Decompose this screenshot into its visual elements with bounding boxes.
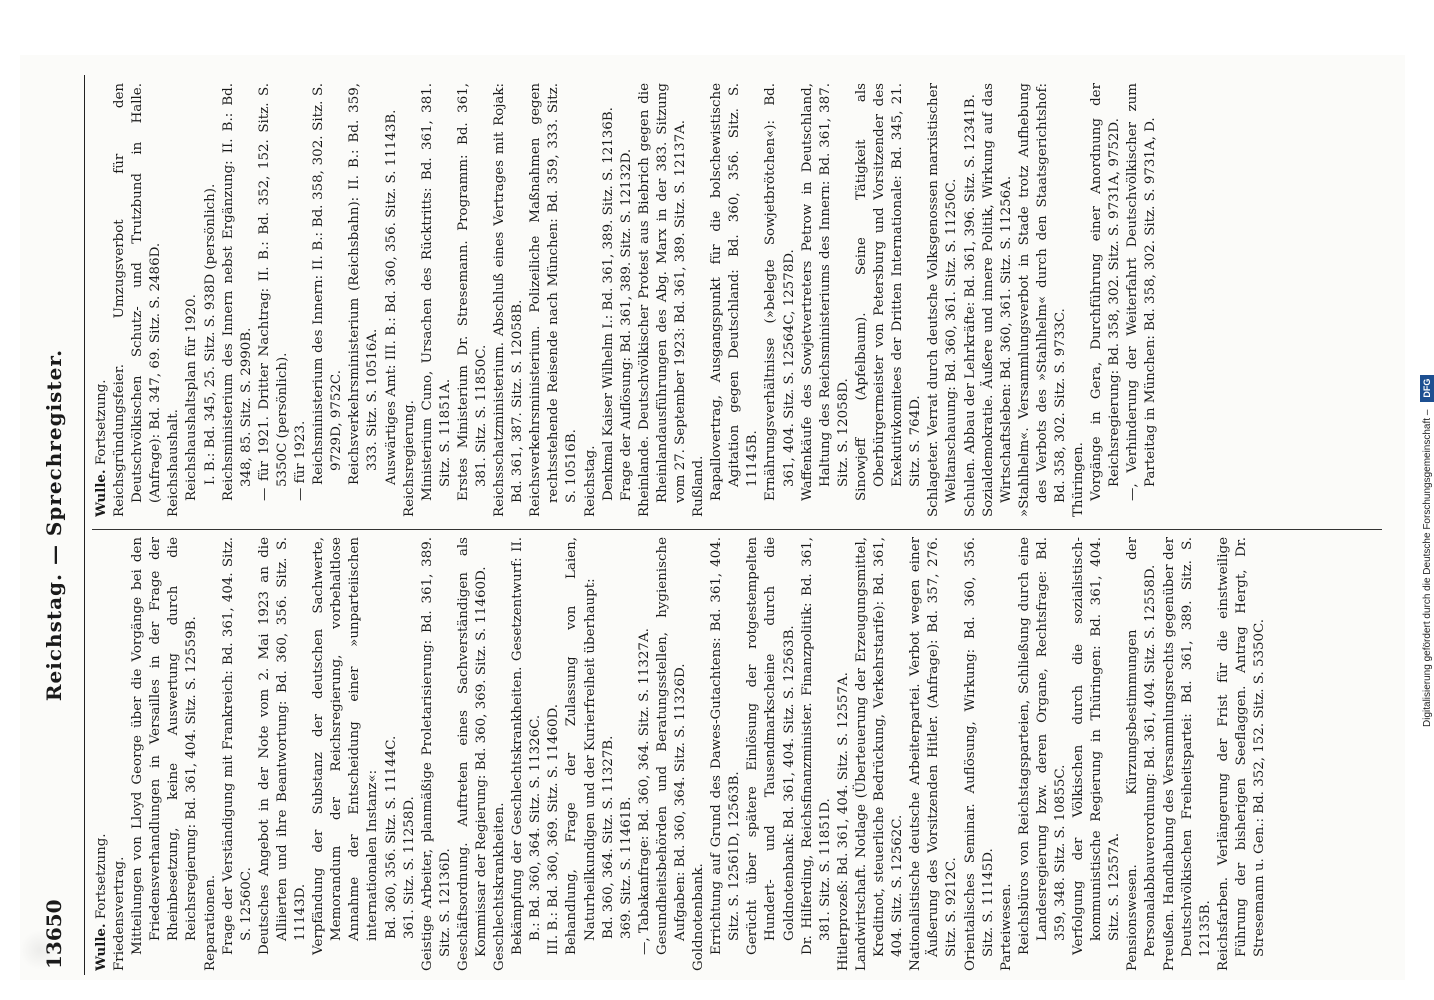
register-entry <box>1161 537 1215 971</box>
register-entry <box>636 83 690 517</box>
entry-speaker-name: Wulle. <box>93 923 109 971</box>
entry-text: Frage der Auflösung: Bd. 361, 389. Sitz. S. 12132D. <box>618 148 634 501</box>
register-entry <box>401 537 419 971</box>
entry-text: Auswärtiges Amt: III. B.: Bd. 360, 356. Sitz. S. 11143B. <box>383 109 399 485</box>
entry-text: Reichshaushalt. <box>166 409 182 517</box>
register-entry <box>1016 537 1070 971</box>
register-entry <box>1070 537 1124 971</box>
register-entry <box>636 537 654 971</box>
register-entry <box>835 537 853 971</box>
register-entry <box>401 83 419 517</box>
entry-text: Vorgänge in Gera, Durchführung einer Anordnung der Reichsregierung: Bd. 358, 302. Sitz. S. 9731A, 9752D. <box>1089 83 1123 501</box>
entry-speaker-name: Wulle. <box>93 469 109 517</box>
entry-text: Geschäftsordnung. Auftreten eines Sachverständigen als Kommissar der Regierung: Bd. 360, 369. Sitz. S. 11460D. <box>455 537 489 971</box>
entry-text: Bd. 360, 364. Sitz. S. 11327B. <box>600 735 616 939</box>
column-divider <box>92 529 1382 530</box>
register-entry <box>563 537 599 971</box>
entry-text: Ministerium Cuno, Ursachen des Rücktritts: Bd. 361, 381. Sitz. S. 11851A. <box>419 83 453 501</box>
entry-text: Reparationen. <box>202 874 218 971</box>
register-entry <box>1088 83 1124 517</box>
entry-text: Waffenkäufe des Sowjetvertreters Petrow in Deutschland, Haltung des Reichsministeriums des Innern: Bd. 361, 387. Sitz. S. 12058D. <box>799 83 851 501</box>
register-entry <box>1124 537 1160 971</box>
entry-text: 369. Sitz. S. 11461B. <box>618 796 634 939</box>
register-entry <box>202 83 220 517</box>
register-entry <box>1016 83 1070 517</box>
entry-text: Goldnotenbank. <box>691 863 707 971</box>
entry-text: Erstes Ministerium Dr. Stresemann. Programm: Bd. 361, 381. Sitz. S. 11850C. <box>455 83 489 501</box>
register-entry <box>111 83 165 517</box>
register-entry <box>92 537 111 971</box>
entry-text: Rheinlande. Deutschvölkischer Protest aus Biebrich gegen die Rheinlandausführungen des Abg. Marx in der 383. Sitzung vom 27. September 1923: Bd. 361, 389. Sitz. S. 12137A. <box>636 83 688 517</box>
entry-text: Thüringen. <box>1071 442 1087 517</box>
entry-text: Orientalisches Seminar. Auflösung, Wirkung: Bd. 360, 356. Sitz. S. 11145D. <box>962 537 996 971</box>
entry-text: Schulen. Abbau der Lehrkräfte: Bd. 361, 396. Sitz. S. 12341B. <box>962 94 978 517</box>
entry-text: Sozialdemokratie. Äußere und innere Politik, Wirkung auf das Wirtschaftsleben: Bd. 360, 361. Sitz. S. 11256A. <box>980 83 1014 517</box>
register-entry <box>907 537 961 971</box>
register-entry <box>202 537 220 971</box>
entry-text: Verfolgung der Völkischen durch die sozialistisch-kommunistische Regierung in Thüringen: Bd. 361, 404. Sitz. S. 12557A. <box>1071 537 1123 955</box>
entry-text: Reichsregierung. <box>401 400 417 517</box>
entry-text: — für 1921. Dritter Nachtrag: II. B.: Bd. 352, 152. Sitz. S. 5350C (persönlich). <box>256 83 290 501</box>
register-entry <box>600 83 618 517</box>
register-entry <box>220 83 256 517</box>
entry-text: Dr. Hilferding, Reichsfinanzminister. Finanzpolitik: Bd. 361, 381. Sitz. S. 11851D. <box>799 537 833 955</box>
right-column <box>92 83 1382 517</box>
register-entry <box>383 537 401 971</box>
register-entry <box>962 537 998 971</box>
register-entry <box>962 83 980 517</box>
rotated-page-content <box>30 75 1390 975</box>
entry-text: Gerücht über spätere Einlösung der rotgestempelten Hundert- und Tausendmarkscheine durch die Goldnotenbank: Bd. 361, 404. Sitz. S. 12563B. <box>745 537 797 955</box>
register-entry <box>618 537 636 971</box>
entry-text: Schlageter. Verrat durch deutsche Volksgenossen marxistischer Weltanschauung: Bd. 360, 361. Sitz. S. 11250C. <box>926 83 960 517</box>
register-entry <box>690 537 708 971</box>
register-entry <box>165 83 183 517</box>
entry-text: Fortsetzung. <box>94 379 109 470</box>
entry-text: Mitteilungen von Lloyd George über die Vorgänge bei den Friedensverhandlungen in Versailles in der Frage der Rheinbesetzung, keine Auswertung durch die Reichsregierung: Bd. 361, 404. Sitz. S. 12559B. <box>130 537 200 955</box>
running-head: Reichstag. — Sprechregister. <box>42 348 66 702</box>
register-entry <box>980 83 1016 517</box>
register-entry <box>509 537 545 971</box>
entry-text: Reichsverkehrsministerium. Polizeiliche Maßnahmen gegen rechtsstehende Reisende nach München: Bd. 359, 333. Sitz. S. 10516B. <box>528 83 580 517</box>
entry-text: III. B.: Bd. 360, 369. Sitz. S. 11460D. <box>546 703 562 955</box>
entry-text: Friedensvertrag. <box>112 856 128 971</box>
register-entry <box>491 83 527 517</box>
entry-text: Sinowjeff (Apfelbaum). Seine Tätigkeit als Oberbürgermeister von Petersburg und Vorsitzender des Exekutivkomitees der Dritten Internationale: Bd. 345, 21. Sitz. S. 764D. <box>853 83 924 501</box>
entry-text: Reichsfarben. Verlängerung der Frist für die einstweilige Führung der bisherigen Seeflaggen. Antrag Hergt, Dr. Stresemann u. Gen.: Bd. 352, 152. Sitz. S. 5350C. <box>1215 537 1267 971</box>
register-entry <box>92 83 111 517</box>
entry-text: Geschlechtskrankheiten. <box>492 802 508 971</box>
digitization-credit <box>1419 2 1434 997</box>
entry-text: Reichstag. <box>582 445 598 517</box>
entry-text: Rußland. <box>691 455 707 517</box>
credit-text: Digitalisierung gefördert durch die Deutsche Forschungsgemeinschaft – <box>1421 409 1433 727</box>
entry-text: Pensionswesen. Kürzungsbestimmungen der Personalabbauverordnung: Bd. 361, 404. Sitz. S. 12558D. <box>1125 537 1159 971</box>
register-entry <box>491 537 509 971</box>
entry-text: Reichsgründungsfeier. Umzugsverbot für den Deutschvölkischen Schutz- und Trutzbund in Halle. (Anfrage): Bd. 347, 69. Sitz. S. 2486D. <box>112 83 164 517</box>
entry-text: Reichshaushaltsplan für 1920. <box>184 294 200 501</box>
register-entry <box>925 83 961 517</box>
entry-text: Rapallovertrag, Ausgangspunkt für die bolschewistische Agitation gegen Deutschland: Bd. 360, 356. Sitz. S. 11145B. <box>709 83 761 501</box>
register-entry <box>310 537 382 971</box>
register-entry <box>998 537 1016 971</box>
entry-text: Errichtung auf Grund des Dawes-Gutachtens: Bd. 361, 404. Sitz. S. 12561D, 12563B. <box>709 537 743 955</box>
register-entry <box>799 83 853 517</box>
entry-text: Gesundheitsbehörden und Beratungsstellen, hygienische Aufgaben: Bd. 360, 364. Sitz. S. 11326D. <box>654 537 688 955</box>
entry-text: Deutsches Angebot in der Note vom 2. Mai 1923 an die Alliierten und ihre Beantwortung: Bd. 360, 356. Sitz. S. 11143D. <box>256 537 309 955</box>
entry-text: Ernährungsverhältnisse (»belegte Sowjetbrötchen«): Bd. 361, 404. Sitz. S. 12564C, 12578D. <box>763 83 797 501</box>
register-entry <box>799 537 835 971</box>
register-entry <box>183 83 201 517</box>
register-entry <box>744 537 798 971</box>
register-entry <box>654 537 690 971</box>
entry-text: »Stahlhelm«. Versammlungsverbot in Stade trotz Aufhebung des Verbots des »Stahlhelm« durch den Staatsgerichtshof: Bd. 358, 302. Sitz. S. 9733C. <box>1016 83 1068 517</box>
register-entry <box>1215 537 1269 971</box>
register-entry <box>292 83 310 517</box>
register-entry <box>708 83 762 517</box>
register-entry <box>419 537 455 971</box>
entry-text: Reichsbüros von Reichstagsparteien, Schließung durch eine Landesregierung bzw. deren Organe, Rechtsfrage: Bd. 359, 348. Sitz. S. 10855C. <box>1016 537 1068 955</box>
entry-text: Reichsministerium des Innern nebst Ergänzung: II. B.: Bd. 348, 85. Sitz. S. 2990B. <box>220 83 254 501</box>
register-entry <box>419 83 455 517</box>
register-entry <box>346 83 382 517</box>
dfg-logo: DFG <box>1420 375 1434 402</box>
register-entry <box>111 537 129 971</box>
register-entry <box>853 537 907 971</box>
register-entry <box>690 83 708 517</box>
entry-text: Hitlerprozeß: Bd. 361, 404. Sitz. S. 12557A. <box>835 672 851 971</box>
entry-text: Bd. 360, 356. Sitz. S. 11144C. <box>383 735 399 939</box>
register-entry <box>582 83 600 517</box>
register-entry <box>256 83 292 517</box>
entry-text: Nationalistische deutsche Arbeiterpartei. Verbot wegen einer Äußerung des Vorsitzenden Hitler. (Anfrage): Bd. 357, 276. Sitz. S. 9212C. <box>908 537 960 971</box>
entry-text: —, Verhinderung der Weiterfahrt Deutschvölkischer zum Parteitag in München: Bd. 358, 302. Sitz. S. 9731A, D. <box>1125 83 1159 501</box>
register-entry <box>455 83 491 517</box>
register-entry <box>310 83 346 517</box>
register-entry <box>762 83 798 517</box>
entry-text: Frage der Verständigung mit Frankreich: Bd. 361, 404. Sitz. S. 12560C. <box>220 537 254 955</box>
register-entry <box>129 537 201 971</box>
register-columns <box>92 75 1382 975</box>
entry-text: Reichsschatzministerium. Abschluß eines Vertrages mit Rojak: Bd. 361, 387. Sitz. S. 12058B. <box>492 83 526 517</box>
register-entry <box>708 537 744 971</box>
entry-text: —, Tabakanfrage: Bd. 360, 364. Sitz. S. 11327A. <box>636 628 652 955</box>
left-column <box>92 537 1382 971</box>
register-entry <box>527 83 581 517</box>
entry-text: Bekämpfung der Geschlechtskrankheiten. Gesetzentwurf: II. B.: Bd. 360, 364. Sitz. S. 11326C. <box>510 537 544 955</box>
entry-text: Fortsetzung. <box>94 833 109 924</box>
entry-text: Landwirtschaft. Notlage (Überteuerung der Erzeugungsmittel, Kreditnot, steuerliche Bedrückung, Verkehrstarife): Bd. 361, 404. Sitz. S. 12562C. <box>853 537 906 971</box>
register-entry <box>256 537 310 971</box>
entry-text: Reichsverkehrsministerium (Reichsbahn): II. B.: Bd. 359, 333. Sitz. S. 10516A. <box>347 83 381 485</box>
register-entry <box>220 537 256 971</box>
entry-text: Parteiwesen. <box>998 883 1014 971</box>
entry-text: I. B.: Bd. 345, 25. Sitz. S. 938D (persönlich). <box>202 183 218 485</box>
entry-text: Preußen. Handhabung des Versammlungsrechts gegenüber der Deutschvölkischen Freiheitspartei: Bd. 361, 389. Sitz. S. 12135B. <box>1161 537 1213 971</box>
register-entry <box>1124 83 1160 517</box>
entry-text: — für 1923. <box>293 420 309 501</box>
entry-text: Behandlung, Frage der Zulassung von Laien, Naturheilkundigen und der Kurierfreiheit überhaupt: <box>564 537 598 955</box>
register-entry <box>853 83 925 517</box>
register-entry <box>618 83 636 517</box>
page-number: 13650 <box>42 899 66 969</box>
register-entry <box>383 83 401 517</box>
entry-text: Denkmal Kaiser Wilhelm I.: Bd. 361, 389. Sitz. S. 12136B. <box>600 107 616 501</box>
entry-text: 361. Sitz. S. 11258D. <box>401 796 417 939</box>
entry-text: Verpfändung der Substanz der deutschen Sachwerte, Memorandum der Reichsregierung, vorbehaltlose Annahme der Entscheidung einer »unparteiischen internationalen Instanz«: <box>311 537 381 955</box>
entry-text: Reichsministerium des Innern: II. B.: Bd. 358, 302. Sitz. S. 9729D, 9752C. <box>311 83 345 485</box>
register-entry <box>455 537 491 971</box>
page-header <box>30 75 85 975</box>
entry-text: Geistige Arbeiter, planmäßige Proletarisierung: Bd. 361, 389. Sitz. S. 12136D. <box>419 537 453 971</box>
register-entry <box>600 537 618 971</box>
register-entry <box>545 537 563 971</box>
register-entry <box>1070 83 1088 517</box>
